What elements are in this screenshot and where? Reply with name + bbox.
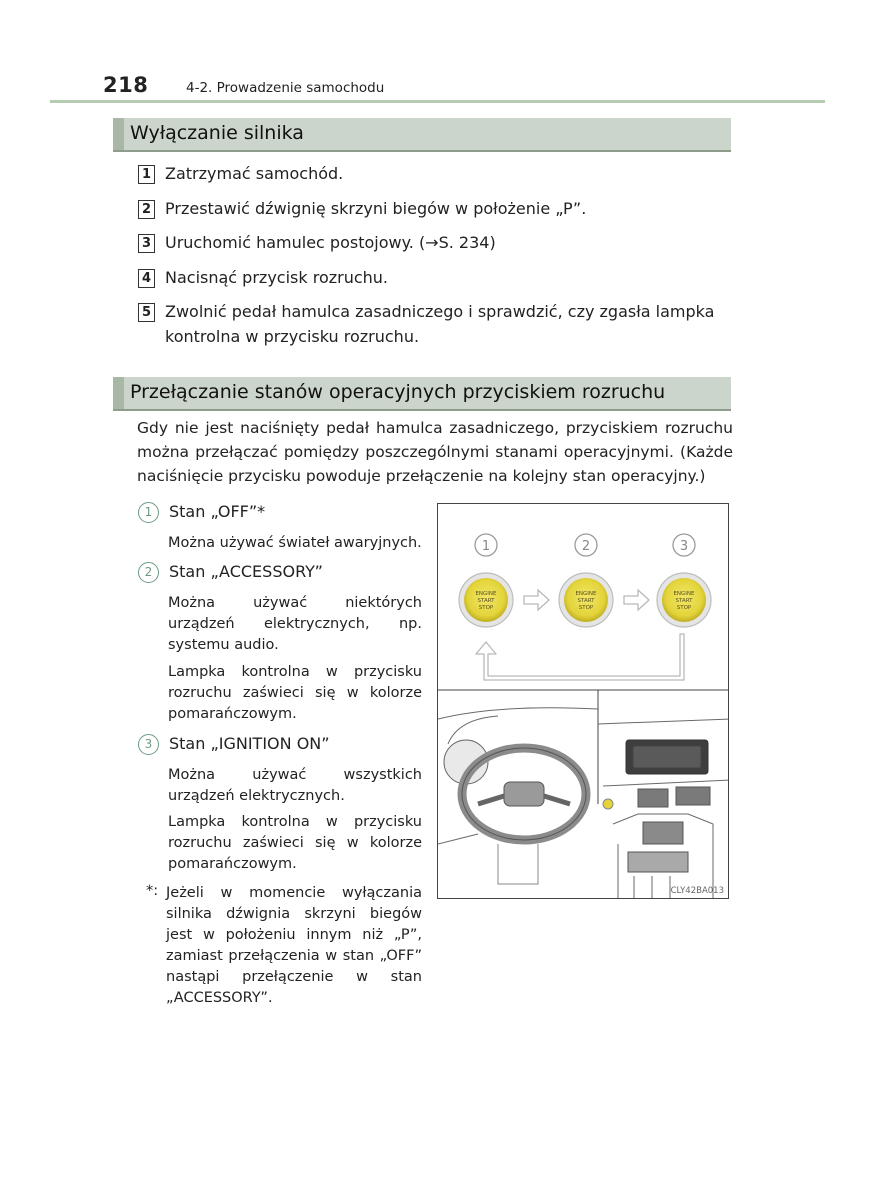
svg-text:STOP: STOP	[578, 605, 594, 611]
section-heading-operating-modes	[113, 377, 731, 411]
step-text: Zatrzymać samochód.	[165, 164, 344, 183]
header-rule	[50, 100, 825, 103]
svg-text:STOP: STOP	[676, 605, 692, 611]
state-label: Stan „ACCESSORY”	[169, 562, 323, 581]
state-description: Można używać świateł awaryjnych.	[168, 535, 422, 551]
step-circle-2	[575, 534, 597, 556]
step-circle-3	[673, 534, 695, 556]
footnote-text: Jeżeli w momencie wyłączania silnika dźwignia skrzyni biegów jest w położeniu innym niż „P”, zamiast przełączenia w stan „OFF” nastąpi przełączenie w stan „ACCESSORY”.	[166, 885, 422, 1006]
state-number: 1	[138, 502, 159, 523]
figure-illustration	[438, 504, 729, 899]
section-accent-bar	[113, 377, 124, 409]
state-description: Lampka kontrolna w przycisku rozruchu zaświeci się w kolorze pomarańczowym.	[168, 664, 422, 722]
return-arrow-icon	[476, 634, 684, 680]
step-number: 4	[138, 269, 155, 288]
state-description: Można używać niektórych urządzeń elektrycznych, np. systemu audio.	[168, 595, 422, 653]
state-description: Lampka kontrolna w przycisku rozruchu zaświeci się w kolorze pomarańczowym.	[168, 814, 422, 872]
section-title: Wyłączanie silnika	[130, 122, 304, 144]
section-heading-engine-off	[113, 118, 731, 152]
svg-text:START: START	[577, 598, 595, 604]
intro-paragraph: Gdy nie jest naciśnięty pedał hamulca zasadniczego, przyciskiem rozruchu można przełączać pomiędzy poszczególnymi stanami operacyjnymi. (Każde naciśnięcie przycisku powoduje przełączenie na kolejny stan operacyjny.)	[137, 419, 733, 485]
figure-start-button-states	[437, 503, 729, 899]
svg-text:STOP: STOP	[478, 605, 494, 611]
step-number: 5	[138, 303, 155, 322]
step-number: 1	[138, 165, 155, 184]
step-number: 2	[138, 200, 155, 219]
state-number: 2	[138, 562, 159, 583]
start-button-3	[657, 573, 711, 627]
start-button-1	[459, 573, 513, 627]
step-text: Nacisnąć przycisk rozruchu.	[165, 268, 389, 287]
step-circle-label: 2	[581, 539, 591, 554]
svg-text:ENGINE: ENGINE	[575, 591, 597, 597]
state-description: Można używać wszystkich urządzeń elektrycznych.	[168, 767, 422, 804]
step-text: Uruchomić hamulec postojowy. (→S. 234)	[165, 233, 496, 252]
step-number: 3	[138, 234, 155, 253]
svg-text:ENGINE: ENGINE	[475, 591, 497, 597]
dashboard-illustration	[438, 690, 729, 899]
chapter-title: 4-2. Prowadzenie samochodu	[186, 80, 385, 96]
state-label: Stan „OFF”*	[169, 502, 266, 521]
svg-text:START: START	[675, 598, 693, 604]
arrow-right-icon	[624, 590, 649, 610]
section-accent-bar	[113, 118, 124, 150]
start-button-2	[559, 573, 613, 627]
step-circle-1	[475, 534, 497, 556]
state-label: Stan „IGNITION ON”	[169, 734, 330, 753]
step-circle-label: 3	[679, 539, 689, 554]
figure-code: CLY42BA013	[670, 886, 724, 896]
section-title: Przełączanie stanów operacyjnych przyciskiem rozruchu	[130, 381, 666, 403]
state-number: 3	[138, 734, 159, 755]
page-number: 218	[103, 73, 149, 97]
svg-text:START: START	[477, 598, 495, 604]
step-text: Przestawić dźwignię skrzyni biegów w położenie „P”.	[165, 199, 587, 218]
arrow-right-icon	[524, 590, 549, 610]
footnote-marker: *:	[146, 883, 159, 899]
svg-text:ENGINE: ENGINE	[673, 591, 695, 597]
step-circle-label: 1	[481, 539, 491, 554]
step-text: Zwolnić pedał hamulca zasadniczego i sprawdzić, czy zgasła lampka kontrolna w przycisku rozruchu.	[165, 302, 715, 346]
